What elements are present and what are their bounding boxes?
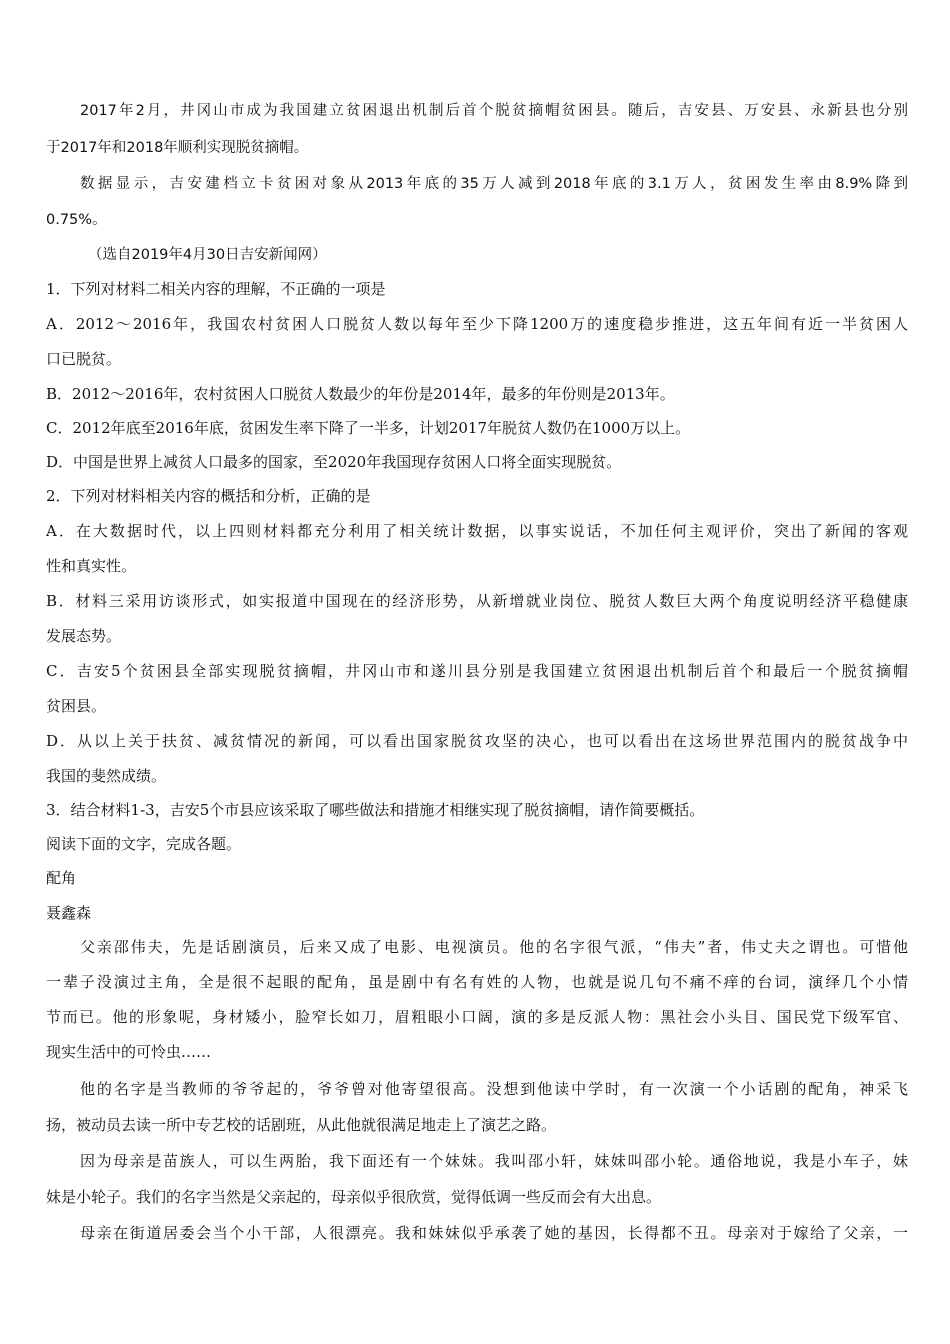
question-2-option-c: C．吉安5个贫困县全部实现脱贫摘帽，井冈山市和遂川县分别是我国建立贫困退出机制后首个和最后一个脱贫摘帽 (46, 662, 908, 680)
material-source: （选自2019年4月30日吉安新闻网） (88, 247, 327, 263)
material-paragraph-line: 0.75%。 (46, 212, 107, 228)
question-1-option-a: A．2012～2016年，我国农村贫困人口脱贫人数以每年至少下降1200万的速度稳步推进，这五年间有近一半贫困人 (46, 315, 908, 333)
story-paragraph-line: 父亲邵伟夫，先是话剧演员，后来又成了电影、电视演员。他的名字很气派，“伟夫”者，伟丈夫之谓也。可惜他 (80, 938, 908, 956)
story-paragraph-line: 母亲在街道居委会当个小干部，人很漂亮。我和妹妹似乎承袭了她的基因，长得都不丑。母亲对于嫁给了父亲，一 (80, 1224, 908, 1242)
material-paragraph-line: 数据显示，吉安建档立卡贫困对象从2013年底的35万人减到2018年底的3.1万人，贫困发生率由8.9%降到 (80, 176, 908, 192)
question-2-option-a-cont: 性和真实性。 (46, 557, 137, 575)
story-paragraph-line: 因为母亲是苗族人，可以生两胎，我下面还有一个妹妹。我叫邵小轩，妹妹叫邵小轮。通俗地说，我是小车子，妹 (80, 1152, 908, 1170)
question-2-stem: 2．下列对材料相关内容的概括和分析，正确的是 (46, 487, 371, 505)
question-1-option-a-cont: 口已脱贫。 (46, 350, 122, 368)
question-3-stem: 3．结合材料1-3，吉安5个市县应该采取了哪些做法和措施才相继实现了脱贫摘帽，请作简要概括。 (46, 801, 705, 819)
question-2-option-d-cont: 我国的斐然成绩。 (46, 767, 167, 785)
story-paragraph-line: 妹是小轮子。我们的名字当然是父亲起的，母亲似乎很欣赏，觉得低调一些反而会有大出息。 (46, 1188, 662, 1206)
question-1-stem: 1．下列对材料二相关内容的理解，不正确的一项是 (46, 280, 386, 298)
material-paragraph-line: 于2017年和2018年顺利实现脱贫摘帽。 (46, 140, 309, 156)
story-paragraph-line: 扬，被动员去读一所中专艺校的话剧班，从此他就很满足地走上了演艺之路。 (46, 1116, 557, 1134)
story-paragraph-line: 一辈子没演过主角，全是很不起眼的配角，虽是剧中有名有姓的人物，也就是说几句不痛不痒的台词，演绎几个小情 (46, 973, 908, 991)
question-1-option-b: B．2012～2016年，农村贫困人口脱贫人数最少的年份是2014年，最多的年份则是2013年。 (46, 385, 675, 403)
story-author: 聂鑫森 (46, 904, 92, 922)
question-2-option-c-cont: 贫困县。 (46, 697, 107, 715)
question-2-option-a: A．在大数据时代，以上四则材料都充分利用了相关统计数据，以事实说话，不加任何主观评价，突出了新闻的客观 (46, 522, 908, 540)
question-2-option-b: B．材料三采用访谈形式，如实报道中国现在的经济形势，从新增就业岗位、脱贫人数巨大两个角度说明经济平稳健康 (46, 592, 908, 610)
question-1-option-c: C．2012年底至2016年底，贫困发生率下降了一半多，计划2017年脱贫人数仍在1000万以上。 (46, 419, 691, 437)
question-1-option-d: D．中国是世界上减贫人口最多的国家，至2020年我国现存贫困人口将全面实现脱贫。 (46, 453, 622, 471)
story-paragraph-line: 他的名字是当教师的爷爷起的，爷爷曾对他寄望很高。没想到他读中学时，有一次演一个小话剧的配角，神采飞 (80, 1080, 908, 1098)
material-paragraph-line: 2017年2月，井冈山市成为我国建立贫困退出机制后首个脱贫摘帽贫困县。随后，吉安县、万安县、永新县也分别 (80, 103, 908, 119)
question-2-option-d: D．从以上关于扶贫、减贫情况的新闻，可以看出国家脱贫攻坚的决心，也可以看出在这场世界范围内的脱贫战争中 (46, 732, 908, 750)
story-paragraph-line: 节而已。他的形象呢，身材矮小，脸窄长如刀，眉粗眼小口阔，演的多是反派人物：黑社会小头目、国民党下级军官、 (46, 1008, 908, 1026)
story-title: 配角 (46, 869, 77, 887)
reading-instruction: 阅读下面的文字，完成各题。 (46, 835, 242, 853)
question-2-option-b-cont: 发展态势。 (46, 627, 122, 645)
story-paragraph-line: 现实生活中的可怜虫…… (46, 1043, 212, 1061)
